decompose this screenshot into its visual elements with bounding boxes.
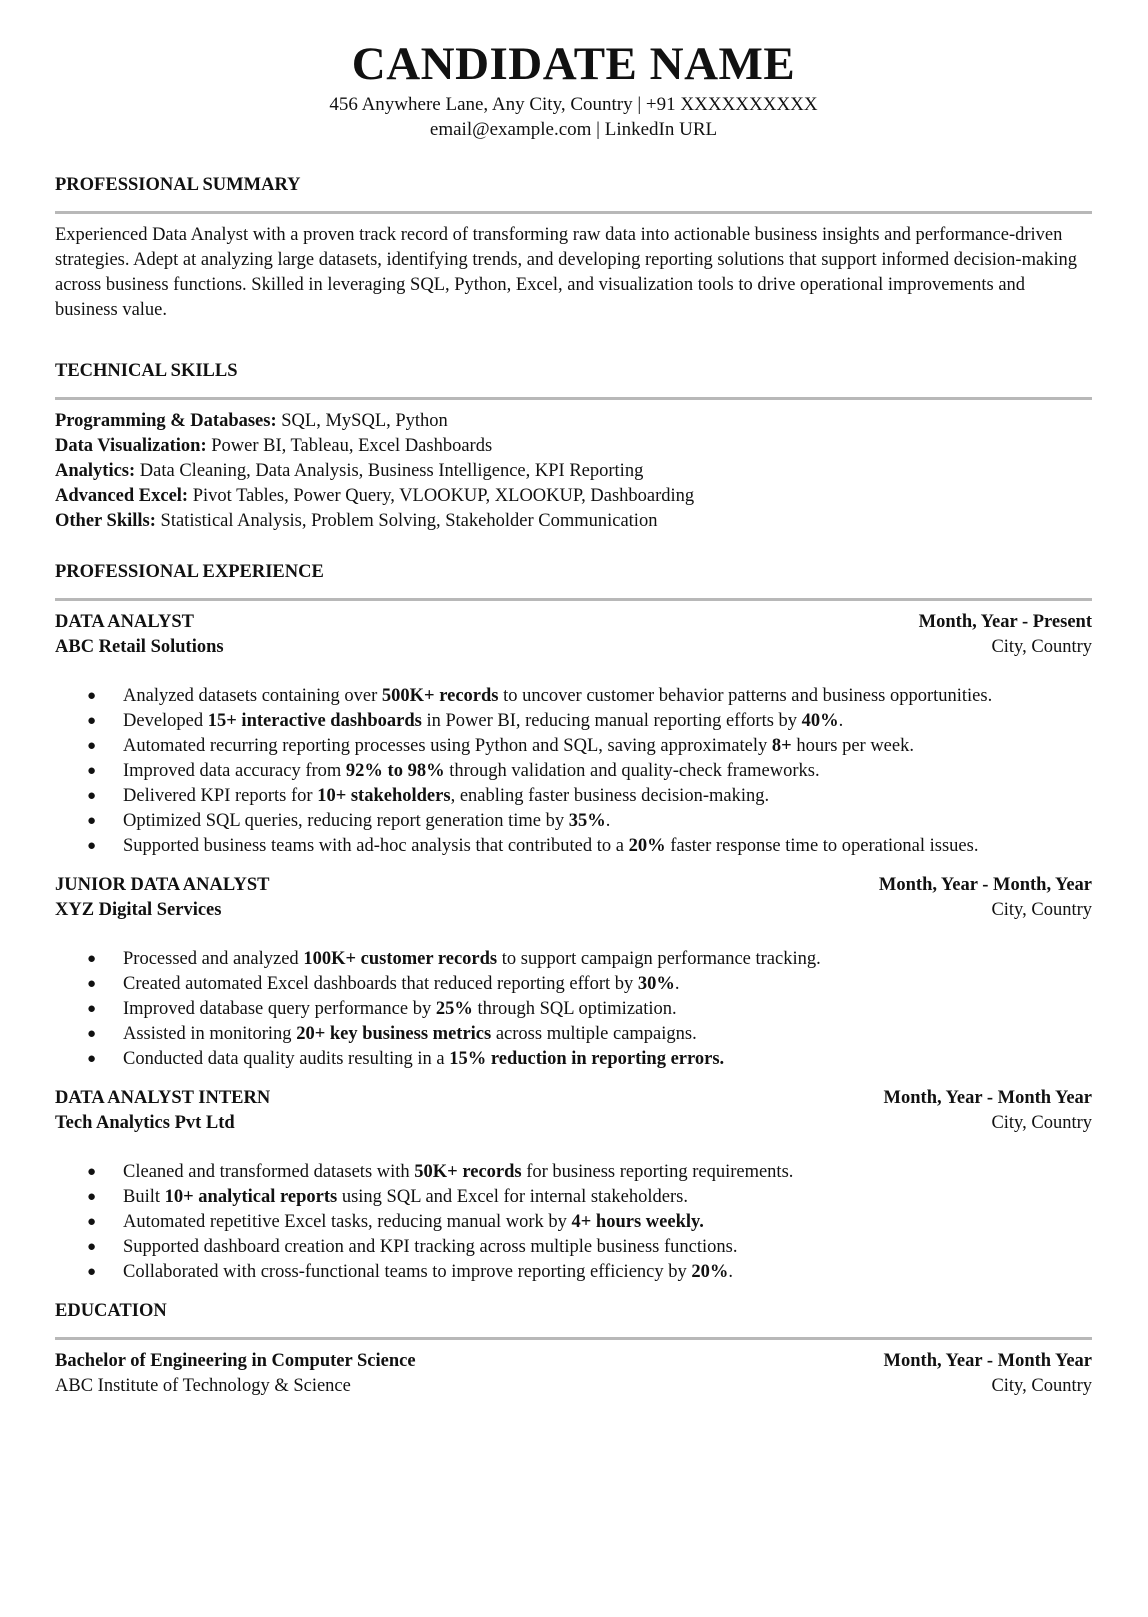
bullet-text: Automated repetitive Excel tasks, reducing manual work by [123, 1212, 572, 1232]
bullet-text: to uncover customer behavior patterns and business opportunities. [498, 686, 993, 706]
bullet-text: through SQL optimization. [472, 999, 677, 1019]
bullet-text: Optimized SQL queries, reducing report generation time by [123, 811, 569, 831]
bullet-dot-icon: ● [87, 763, 97, 779]
job-bullet [55, 947, 1092, 972]
bullet-text: Conducted data quality audits resulting in a [123, 1049, 450, 1069]
bullet-text: across multiple campaigns. [491, 1024, 697, 1044]
job-bullets [55, 947, 1092, 1072]
bullet-text: , enabling faster business decision-making. [450, 786, 770, 806]
skill-row [55, 509, 1092, 534]
bullet-dot-icon: ● [87, 1164, 97, 1180]
education-row-2 [55, 1374, 1092, 1399]
bullet-highlight: 40% [801, 711, 839, 731]
skill-row [55, 484, 1092, 509]
job-dates: Month, Year - Present [918, 612, 1092, 632]
bullet-text: Improved database query performance by [123, 999, 436, 1019]
skills-section [55, 359, 1092, 534]
bullet-highlight: 15% reduction in reporting errors. [449, 1049, 725, 1069]
job-bullet [55, 1185, 1092, 1210]
bullet-text: for business reporting requirements. [521, 1162, 794, 1182]
bullet-text: to support campaign performance tracking. [497, 949, 821, 969]
job-location: City, Country [991, 637, 1092, 657]
job-company-row [55, 1111, 1092, 1136]
bullet-text: Delivered KPI reports for [123, 786, 318, 806]
bullet-text: through validation and quality-check frameworks. [444, 761, 820, 781]
bullet-highlight: 100K+ customer records [303, 949, 498, 969]
job-company: XYZ Digital Services [55, 900, 222, 920]
job-bullet [55, 997, 1092, 1022]
job-bullet [55, 1210, 1092, 1235]
education-degree: Bachelor of Engineering in Computer Science [55, 1351, 416, 1371]
bullet-text: faster response time to operational issues. [665, 836, 979, 856]
bullet-highlight: 25% [435, 999, 473, 1019]
contact-line-address-phone: 456 Anywhere Lane, Any City, Country | +91 XXXXXXXXXX [329, 94, 818, 115]
job-bullet [55, 834, 1092, 859]
education-section-title: EDUCATION [55, 1299, 1092, 1340]
bullet-text: . [674, 974, 680, 994]
bullet-dot-icon: ● [87, 1001, 97, 1017]
job-entry [55, 610, 1092, 859]
bullet-dot-icon: ● [87, 838, 97, 854]
job-role: JUNIOR DATA ANALYST [55, 875, 270, 895]
bullet-text: hours per week. [791, 736, 914, 756]
skill-row [55, 459, 1092, 484]
skill-row [55, 434, 1092, 459]
bullet-text: in Power BI, reducing manual reporting efforts by [421, 711, 802, 731]
bullet-text: Developed [123, 711, 208, 731]
job-dates: Month, Year - Month, Year [878, 875, 1092, 895]
bullet-highlight: 20+ key business metrics [296, 1024, 492, 1044]
bullet-text: Automated recurring reporting processes using Python and SQL, saving approximately [123, 736, 772, 756]
summary-section-title: PROFESSIONAL SUMMARY [55, 173, 1092, 214]
education-section [55, 1299, 1092, 1399]
job-bullet [55, 1022, 1092, 1047]
summary-text: Experienced Data Analyst with a proven track record of transforming raw data into actionable business insights and performance-driven strategies. Adept at analyzing large datasets, identifying trends, and developing reporting solutions that support informed decision-making across business functions. Skilled in leveraging SQL, Python, Excel, and visualization tools to drive operational improvements and business value. [55, 225, 1078, 320]
bullet-dot-icon: ● [87, 951, 97, 967]
job-bullet [55, 972, 1092, 997]
job-header-row [55, 1086, 1092, 1111]
bullet-highlight: 20% [628, 836, 666, 856]
skill-label: Other Skills: [55, 511, 156, 531]
job-role: DATA ANALYST [55, 612, 194, 632]
bullet-dot-icon: ● [87, 976, 97, 992]
skills-list [55, 400, 1092, 534]
job-header-row [55, 610, 1092, 635]
bullet-text: Supported dashboard creation and KPI tracking across multiple business functions. [123, 1237, 738, 1257]
bullet-dot-icon: ● [87, 688, 97, 704]
bullet-highlight: 10+ analytical reports [164, 1187, 338, 1207]
bullet-text: Processed and analyzed [123, 949, 304, 969]
job-location: City, Country [991, 1113, 1092, 1133]
job-bullet [55, 709, 1092, 734]
bullet-highlight: 4+ hours weekly. [571, 1212, 704, 1232]
job-bullet [55, 759, 1092, 784]
bullet-text: Built [123, 1187, 165, 1207]
job-entry [55, 1086, 1092, 1285]
bullet-text: using SQL and Excel for internal stakeholders. [337, 1187, 688, 1207]
bullet-dot-icon: ● [87, 1264, 97, 1280]
bullet-text: Collaborated with cross-functional teams to improve reporting efficiency by [123, 1262, 692, 1282]
bullet-dot-icon: ● [87, 1051, 97, 1067]
education-location: City, Country [991, 1376, 1092, 1396]
experience-section-title: PROFESSIONAL EXPERIENCE [55, 560, 1092, 601]
experience-section [55, 560, 1092, 1285]
job-company-row [55, 898, 1092, 923]
job-bullets [55, 684, 1092, 859]
bullet-highlight: 30% [637, 974, 675, 994]
job-bullet [55, 684, 1092, 709]
jobs-list [55, 601, 1092, 1285]
bullet-text: . [728, 1262, 733, 1282]
skill-value: SQL, MySQL, Python [276, 411, 448, 431]
job-company: Tech Analytics Pvt Ltd [55, 1113, 235, 1133]
bullet-dot-icon: ● [87, 738, 97, 754]
job-bullet [55, 784, 1092, 809]
contact-line-email-linkedin: email@example.com | LinkedIn URL [429, 119, 718, 140]
bullet-highlight: 500K+ records [381, 686, 499, 706]
bullet-dot-icon: ● [87, 813, 97, 829]
bullet-text: Improved data accuracy from [123, 761, 346, 781]
education-dates: Month, Year - Month Year [883, 1351, 1092, 1371]
education-row-1 [55, 1349, 1092, 1374]
job-location: City, Country [991, 900, 1092, 920]
job-bullet [55, 809, 1092, 834]
skill-label: Analytics: [55, 461, 136, 481]
skill-label: Programming & Databases: [55, 411, 277, 431]
bullet-highlight: 8+ [771, 736, 792, 756]
bullet-dot-icon: ● [87, 1026, 97, 1042]
candidate-name: CANDIDATE NAME [351, 38, 796, 90]
job-dates: Month, Year - Month Year [883, 1088, 1092, 1108]
skill-value: Power BI, Tableau, Excel Dashboards [206, 436, 493, 456]
skill-value: Data Cleaning, Data Analysis, Business Intelligence, KPI Reporting [135, 461, 644, 481]
skill-value: Statistical Analysis, Problem Solving, Stakeholder Communication [155, 511, 658, 531]
bullet-text: Supported business teams with ad-hoc analysis that contributed to a [123, 836, 629, 856]
skill-label: Advanced Excel: [55, 486, 189, 506]
job-company-row [55, 635, 1092, 660]
job-bullet [55, 1160, 1092, 1185]
bullet-dot-icon: ● [87, 788, 97, 804]
job-bullet [55, 1047, 1092, 1072]
bullet-dot-icon: ● [87, 1214, 97, 1230]
summary-section [55, 173, 1092, 323]
job-company: ABC Retail Solutions [55, 637, 224, 657]
job-bullet [55, 1260, 1092, 1285]
skill-row [55, 409, 1092, 434]
bullet-text: . [605, 811, 611, 831]
skills-section-title: TECHNICAL SKILLS [55, 359, 1092, 400]
bullet-text: Cleaned and transformed datasets with [123, 1162, 415, 1182]
job-bullet [55, 1235, 1092, 1260]
job-entry [55, 873, 1092, 1072]
bullet-text: Assisted in monitoring [123, 1024, 297, 1044]
bullet-dot-icon: ● [87, 713, 97, 729]
bullet-highlight: 10+ stakeholders [317, 786, 451, 806]
skill-label: Data Visualization: [55, 436, 207, 456]
bullet-dot-icon: ● [87, 1239, 97, 1255]
bullet-highlight: 20% [691, 1262, 729, 1282]
bullet-text: . [838, 711, 844, 731]
job-role: DATA ANALYST INTERN [55, 1088, 271, 1108]
education-school: ABC Institute of Technology & Science [55, 1376, 351, 1396]
bullet-highlight: 15+ interactive dashboards [207, 711, 422, 731]
bullet-text: Analyzed datasets containing over [123, 686, 382, 706]
bullet-text: Created automated Excel dashboards that reduced reporting effort by [123, 974, 638, 994]
bullet-highlight: 50K+ records [414, 1162, 522, 1182]
bullet-highlight: 35% [568, 811, 606, 831]
skill-value: Pivot Tables, Power Query, VLOOKUP, XLOOKUP, Dashboarding [188, 486, 695, 506]
job-bullet [55, 734, 1092, 759]
bullet-dot-icon: ● [87, 1189, 97, 1205]
job-bullets [55, 1160, 1092, 1285]
bullet-highlight: 92% to 98% [345, 761, 445, 781]
job-header-row [55, 873, 1092, 898]
